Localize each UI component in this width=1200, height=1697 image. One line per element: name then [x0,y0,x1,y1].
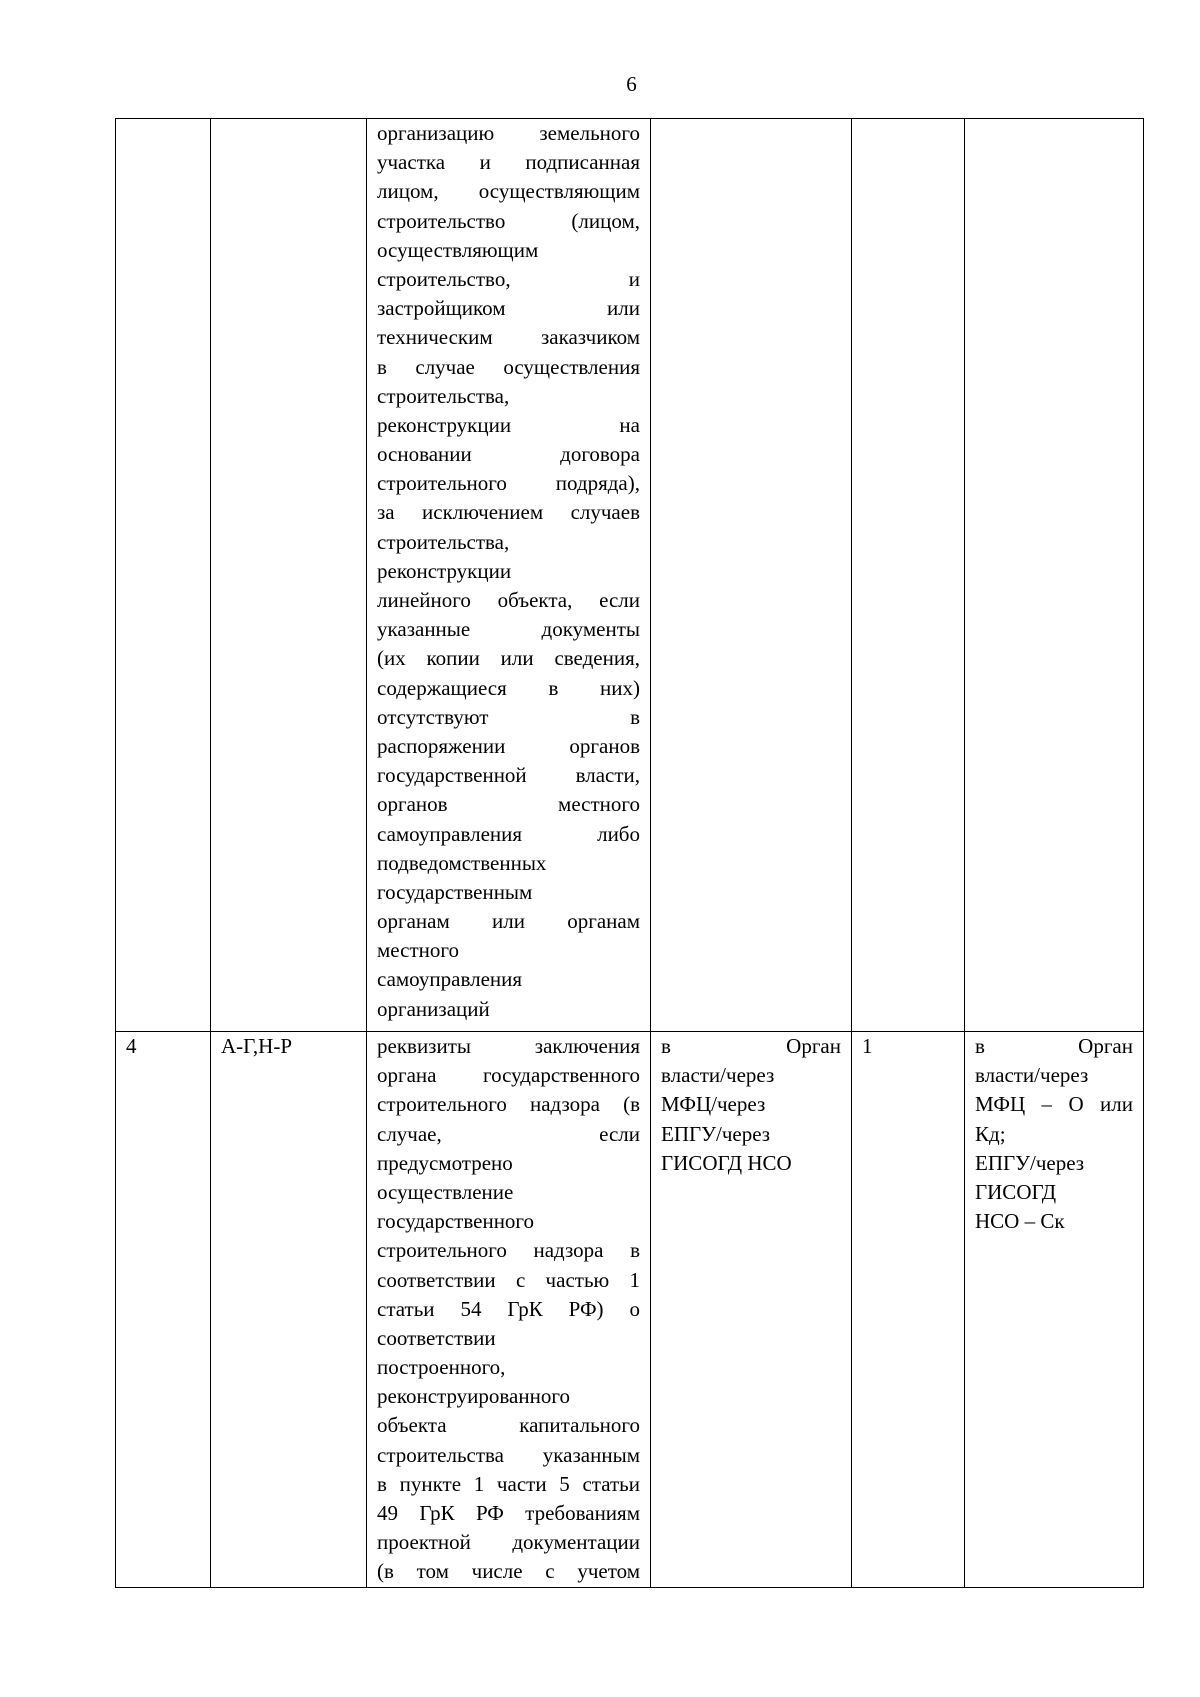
text-line: осуществление [377,1179,514,1204]
text-line: органов местного [377,792,640,817]
text-line: государственным [377,879,533,904]
text-line: местного [377,938,459,963]
text-line: строительного подряда), [377,471,640,496]
text-line: самоуправления [377,967,523,992]
table-row-4 [116,1032,1144,1588]
text-line: соответствии с частью 1 [377,1267,640,1292]
text-line: в случае осуществления [377,354,640,379]
text-line: строительство, и [377,266,640,291]
text-line: (в том числе с учетом [377,1559,640,1584]
text-line: строительства, [377,529,510,554]
text-line: построенного, [377,1355,506,1380]
text-line: основании договора [377,442,640,467]
table-row-continued [116,119,1144,1032]
cell-description [367,119,651,1032]
cell-submission-method [651,119,852,1032]
text-line: линейного объекта, если [377,588,640,612]
page-number: 6 [626,72,637,96]
text-line: власти/через [661,1063,775,1088]
cell-result-method [965,1032,1144,1588]
document-table [115,118,1144,1588]
text-line: объекта капитального [377,1413,640,1438]
text-line: статьи 54 ГрК РФ) о [377,1296,640,1321]
cell-submission-method [651,1032,852,1588]
text-line: государственной власти, [377,763,640,788]
text-line: ГИСОГД [975,1179,1057,1204]
text-line: в Орган [661,1034,841,1058]
text-line: отсутствуют в [377,704,640,729]
text-line: осуществляющим [377,237,539,262]
text-line: 49 ГрК РФ требованиям [377,1501,640,1525]
text-line: строительство (лицом, [377,208,640,233]
text-line: (их копии или сведения, [377,646,640,671]
text-line: организаций [377,996,490,1021]
text-line: в пункте 1 части 5 статьи [377,1471,640,1496]
text-line: ЕПГУ/через [975,1150,1085,1175]
text-line: участка и подписанная [377,150,640,175]
text-line: МФЦ – О или [975,1092,1133,1117]
text-line: лицом, осуществляющим [377,179,640,204]
text-line: указанные документы [377,617,640,642]
text-line: соответствии [377,1325,496,1350]
text-line: распоряжении органов [377,733,640,758]
cell-result-method [965,119,1144,1032]
text-line: власти/через [975,1063,1089,1088]
text-line: реконструкции на [377,412,640,437]
text-line: строительства указанным [377,1442,640,1467]
text-line: государственного [377,1209,535,1234]
text-line: предусмотрено [377,1150,513,1175]
text-line: реконструкции [377,558,512,583]
text-line: реконструированного [377,1384,570,1409]
text-line: случае, если [377,1121,640,1146]
text-line: НСО – Ск [975,1209,1065,1234]
text-line: застройщиком или [377,296,640,321]
cell-quantity [852,119,965,1032]
text-line: подведомственных [377,850,547,875]
cell-number: 4 [116,1032,211,1588]
text-line: строительного надзора (в [377,1092,640,1117]
text-line: органам или органам [377,909,640,934]
text-line: МФЦ/через [661,1092,766,1117]
text-line: строительства, [377,383,510,408]
text-line: самоуправления либо [377,821,640,846]
cell-number [116,119,211,1032]
text-line: техническим заказчиком [377,325,640,350]
text-line: в Орган [975,1034,1133,1058]
cell-description [367,1032,651,1588]
text-line: Кд; [975,1121,1006,1146]
text-line: органа государственного [377,1063,640,1088]
cell-code: А-Г,Н-Р [211,1032,367,1588]
text-line: организацию земельного [377,121,640,145]
text-line: за исключением случаев [377,500,640,525]
text-line: проектной документации [377,1530,640,1555]
text-line: ГИСОГД НСО [661,1150,792,1175]
text-line: реквизиты заключения [377,1034,640,1058]
text-line: содержащиеся в них) [377,675,640,700]
text-line: строительного надзора в [377,1238,640,1263]
cell-quantity: 1 [852,1032,965,1588]
cell-code [211,119,367,1032]
text-line: ЕПГУ/через [661,1121,771,1146]
